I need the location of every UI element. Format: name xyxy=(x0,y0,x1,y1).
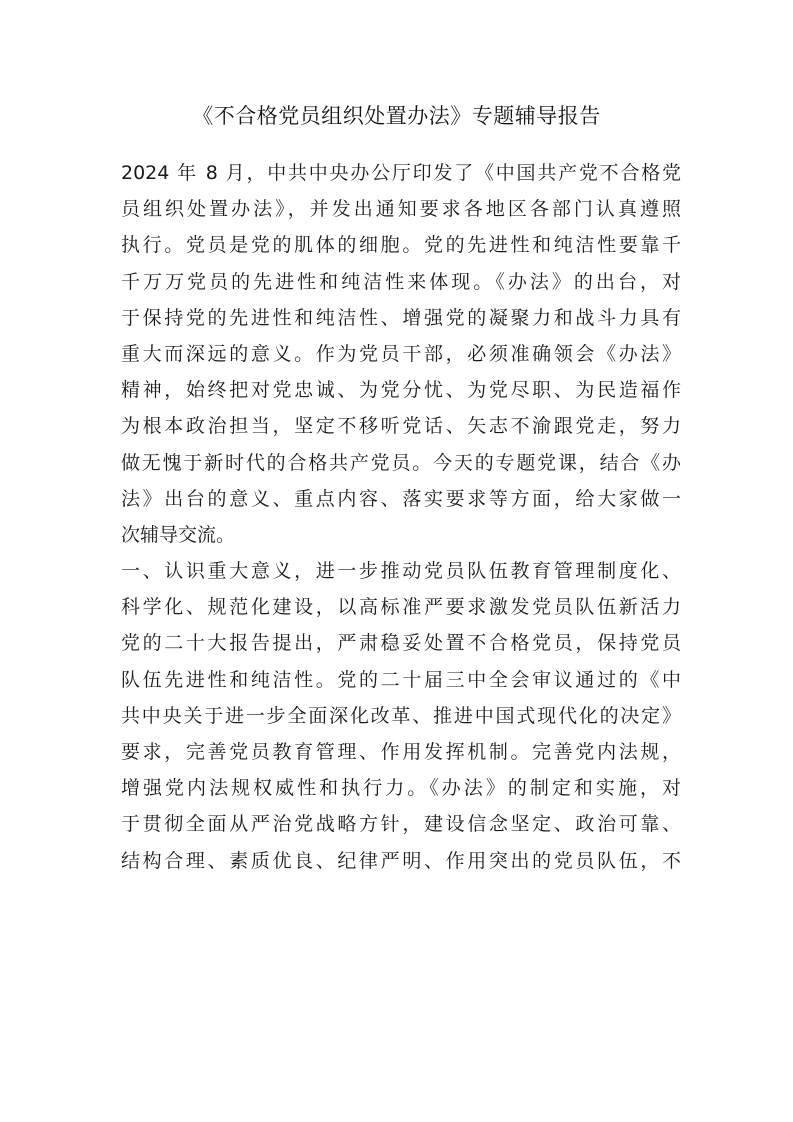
document-body xyxy=(121,155,681,879)
paragraph-line: 精神，始终把对党忠诚、为党分忧、为党尽职、为民造福作 xyxy=(121,379,681,402)
paragraph-line: 做无愧于新时代的合格共产党员。今天的专题党课，结合《办 xyxy=(121,451,681,474)
section-heading-line: 科学化、规范化建设，以高标准严要求激发党员队伍新活力 xyxy=(121,596,681,619)
paragraph-line: 重大而深远的意义。作为党员干部，必须准确领会《办法》 xyxy=(121,342,681,365)
paragraph-line: 次辅导交流。 xyxy=(121,523,236,546)
document-title: 《不合格党员组织处置办法》专题辅导报告 xyxy=(192,104,601,128)
paragraph-line: 队伍先进性和纯洁性。党的二十届三中全会审议通过的《中 xyxy=(121,668,681,691)
paragraph-line: 2024 年 8 月，中共中央办公厅印发了《中国共产党不合格党 xyxy=(121,162,681,184)
paragraph-line: 为根本政治担当，坚定不移听党话、矢志不渝跟党走，努力 xyxy=(121,415,681,438)
paragraph-line: 共中央关于进一步全面深化改革、推进中国式现代化的决定》 xyxy=(121,704,681,727)
paragraph-line: 员组织处置办法》，并发出通知要求各地区各部门认真遵照 xyxy=(121,198,681,221)
section-heading-line: 一、认识重大意义，进一步推动党员队伍教育管理制度化、 xyxy=(121,560,681,583)
paragraph-line: 要求，完善党员教育管理、作用发挥机制。完善党内法规， xyxy=(121,741,681,763)
paragraph-line: 于贯彻全面从严治党战略方针，建设信念坚定、政治可靠、 xyxy=(121,813,681,836)
paragraph-line: 增强党内法规权威性和执行力。《办法》的制定和实施，对 xyxy=(121,777,681,800)
paragraph-line: 结构合理、素质优良、纪律严明、作用突出的党员队伍，不 xyxy=(121,849,681,872)
paragraph-line: 于保持党的先进性和纯洁性、增强党的凝聚力和战斗力具有 xyxy=(121,306,681,329)
paragraph-line: 千万万党员的先进性和纯洁性来体现。《办法》的出台，对 xyxy=(121,270,681,293)
paragraph-line: 执行。党员是党的肌体的细胞。党的先进性和纯洁性要靠千 xyxy=(121,234,681,257)
paragraph-line: 法》出台的意义、重点内容、落实要求等方面，给大家做一 xyxy=(121,487,681,510)
paragraph-line: 党的二十大报告提出，严肃稳妥处置不合格党员，保持党员 xyxy=(121,632,681,655)
